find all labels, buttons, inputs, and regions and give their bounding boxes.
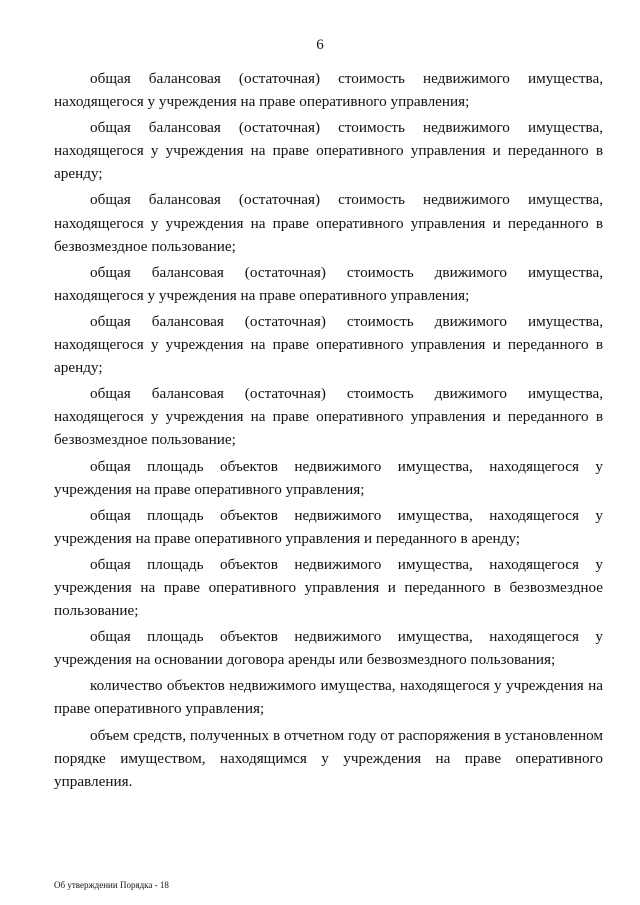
paragraph: общая балансовая (остаточная) стоимость движимого имущества, находящегося у учреждения на праве оперативного управления и переданного в безвозмездное пользование;	[54, 385, 603, 449]
paragraph: общая площадь объектов недвижимого имущества, находящегося у учреждения на праве оперативного управления и переданного в аренду;	[54, 506, 603, 547]
paragraph: общая площадь объектов недвижимого имущества, находящегося у учреждения на основании договора аренды или безвозмездного пользования;	[54, 628, 603, 669]
paragraph: общая площадь объектов недвижимого имущества, находящегося у учреждения на праве оперативного управления;	[54, 457, 603, 498]
paragraph: объем средств, полученных в отчетном году от распоряжения в установленном порядке имуществом, находящимся у учреждения на праве оперативного управления.	[54, 726, 603, 790]
page-footer: Об утверждении Порядка - 18	[54, 880, 169, 890]
paragraph: общая площадь объектов недвижимого имущества, находящегося у учреждения на праве оперативного управления и переданного в безвозмездное пользование;	[54, 555, 603, 620]
paragraph: количество объектов недвижимого имущества, находящегося у учреждения на праве оперативного управления;	[54, 677, 603, 718]
paragraph: общая балансовая (остаточная) стоимость недвижимого имущества, находящегося у учреждения на праве оперативного управления и переданного в аренду;	[54, 119, 603, 183]
paragraph: общая балансовая (остаточная) стоимость движимого имущества, находящегося у учреждения на праве оперативного управления;	[54, 263, 603, 304]
paragraph: общая балансовая (остаточная) стоимость недвижимого имущества, находящегося у учреждения на праве оперативного управления;	[54, 70, 603, 111]
page-number: 6	[316, 37, 324, 53]
paragraph: общая балансовая (остаточная) стоимость движимого имущества, находящегося у учреждения на праве оперативного управления и переданного в аренду;	[54, 312, 603, 377]
paragraph: общая балансовая (остаточная) стоимость недвижимого имущества, находящегося у учреждения на праве оперативного управления и переданного в безвозмездное пользование;	[54, 191, 603, 255]
document-body	[54, 67, 603, 796]
